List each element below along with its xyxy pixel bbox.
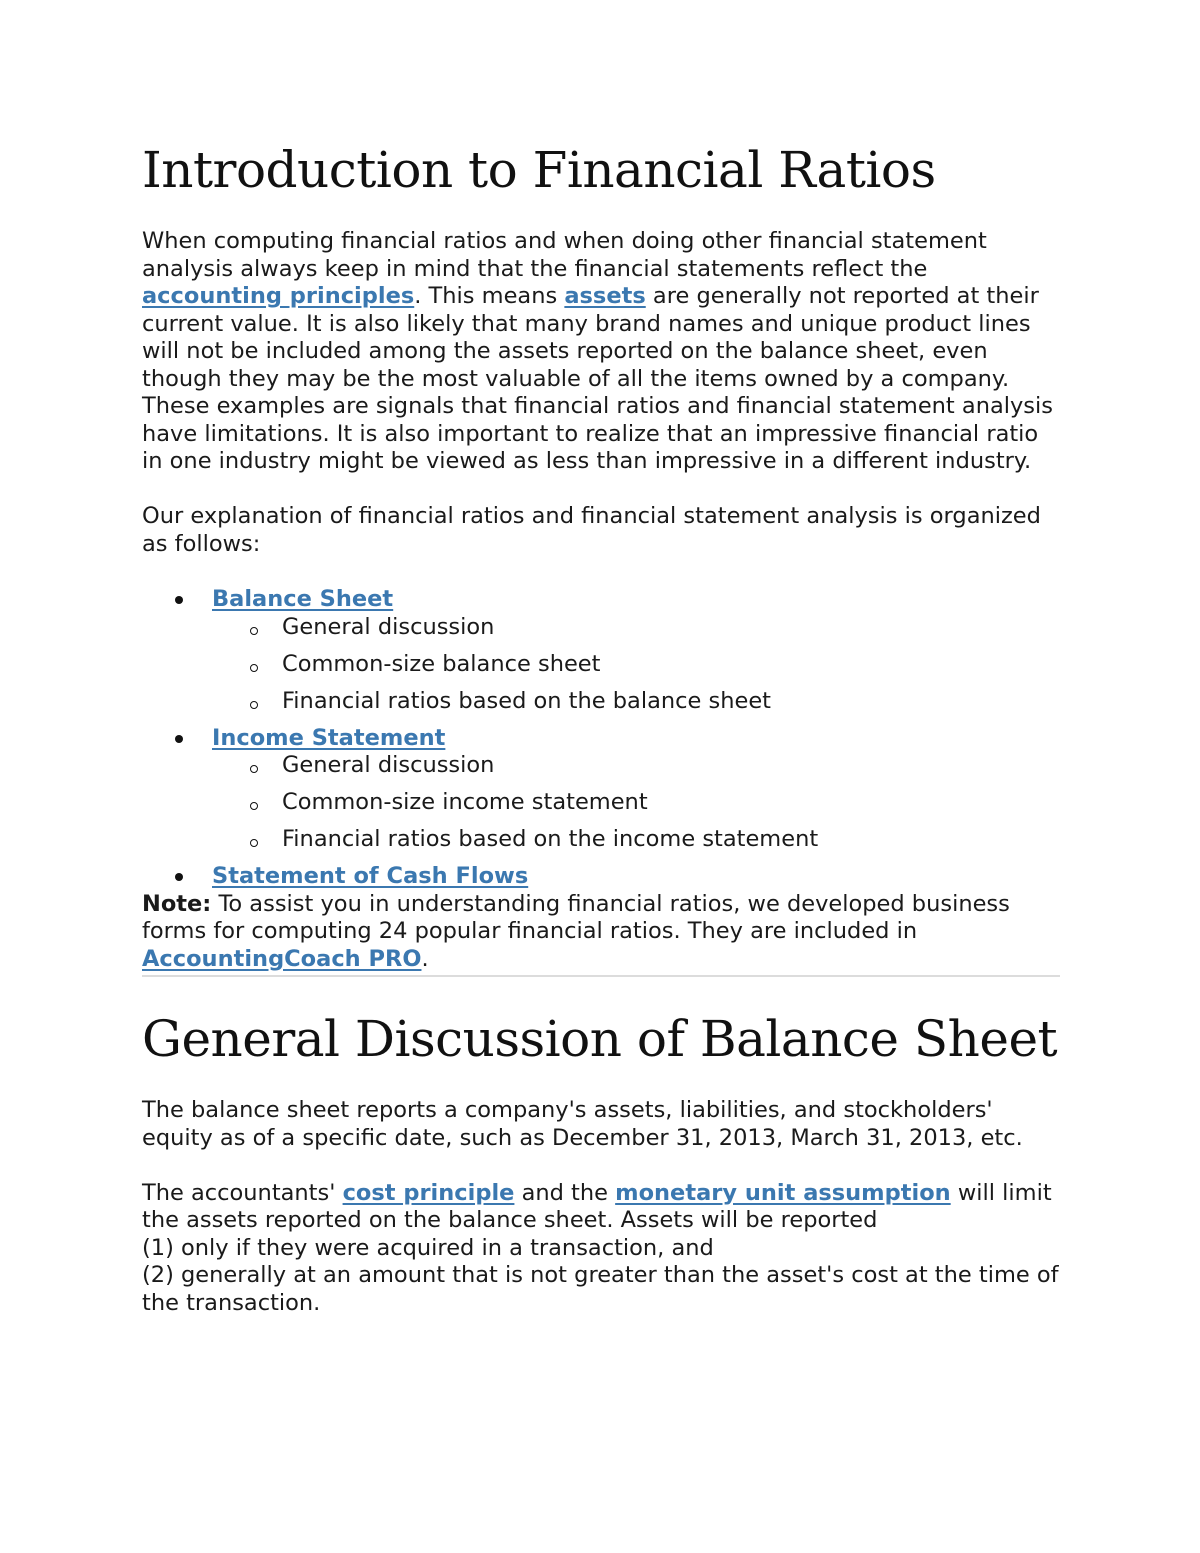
text-span: are generally not reported at their current value. It is also likely that many brand names and unique product lines will not be included among the assets reported on the balance sheet, even though they may be the most valuable of all the items owned by a company. [142,283,1039,392]
note-paragraph [142,891,1062,974]
balance-line-2: (2) generally at an amount that is not greater than the asset's cost at the time of the transaction. [142,1262,1059,1316]
sub-list-item-label: General discussion [282,752,495,778]
sub-list-item [212,752,1062,780]
link-balance-sheet[interactable]: Balance Sheet [212,586,394,612]
sub-list [212,752,1062,854]
sub-list-item [212,651,1062,679]
text-span: will limit the assets reported on the balance sheet. Assets will be reported [142,1179,1052,1233]
text-span: The accountants' [142,1179,343,1206]
section-title-intro: Introduction to Financial Ratios [142,141,936,199]
spacer [142,476,1062,504]
sub-list-item-label: Financial ratios based on the income statement [282,826,819,852]
sub-list-item [212,688,1062,716]
spacer [142,1152,1062,1180]
intro-paragraph-1 [142,228,1062,393]
contents-list [142,586,1062,891]
sub-list [212,614,1062,716]
circle-bullet-icon [250,802,258,810]
text-span: and the [514,1179,616,1206]
sub-list-item [212,789,1062,817]
link-accounting-principles[interactable]: accounting principles [142,283,415,309]
link-accountingcoach-pro[interactable]: AccountingCoach PRO [142,945,422,972]
bullet-icon [175,873,183,881]
circle-bullet-icon [250,839,258,847]
section-title-balance-sheet: General Discussion of Balance Sheet [142,1010,1058,1068]
sub-list-item-label: Common-size income statement [282,789,648,815]
circle-bullet-icon [250,627,258,635]
list-item-cash-flows [142,863,1062,891]
balance-paragraph-1: The balance sheet reports a company's assets, liabilities, and stockholders' equity as of a specific date, such as December 31, 2013, March 31, 2013, etc. [142,1097,1023,1151]
bullet-icon [175,735,183,743]
note-label: Note: [142,890,212,917]
link-monetary-unit-assumption[interactable]: monetary unit assumption [615,1179,951,1206]
sub-list-item-label: General discussion [282,613,495,640]
text-span: When computing financial ratios and when doing other financial statement analysis always keep in mind that the financial statements reflect the [142,228,987,282]
sub-list-item [212,826,1062,854]
text-span: To assist you in understanding financial ratios, we developed business forms for computing 24 popular financial ratios. They are included in [142,890,1010,944]
list-item-income-statement [142,725,1062,854]
text-span: . [421,945,429,972]
link-income-statement[interactable]: Income Statement [212,724,446,751]
circle-bullet-icon [250,664,258,672]
balance-paragraph-2 [142,1180,1062,1235]
sub-list-item-label: Financial ratios based on the balance sheet [282,687,771,714]
balance-line-1: (1) only if they were acquired in a transaction, and [142,1234,714,1261]
text-span: . This means [414,283,565,309]
circle-bullet-icon [250,701,258,709]
bullet-icon [175,596,183,604]
link-statement-of-cash-flows[interactable]: Statement of Cash Flows [212,863,529,889]
document-page [142,138,1062,1317]
sub-list-item-label: Common-size balance sheet [282,650,601,677]
list-item-balance-sheet [142,586,1062,715]
horizontal-divider [142,975,1060,977]
intro-paragraph-2: These examples are signals that financial ratios and financial statement analysis have limitations. It is also important to realize that an impressive financial ratio in one industry might be viewed as less than impressive in a different industry. [142,393,1054,474]
circle-bullet-icon [250,765,258,773]
sub-list-item [212,614,1062,642]
intro-paragraph-3: Our explanation of financial ratios and financial statement analysis is organized as follows: [142,503,1041,557]
link-cost-principle[interactable]: cost principle [342,1179,515,1206]
link-assets[interactable]: assets [564,283,646,309]
